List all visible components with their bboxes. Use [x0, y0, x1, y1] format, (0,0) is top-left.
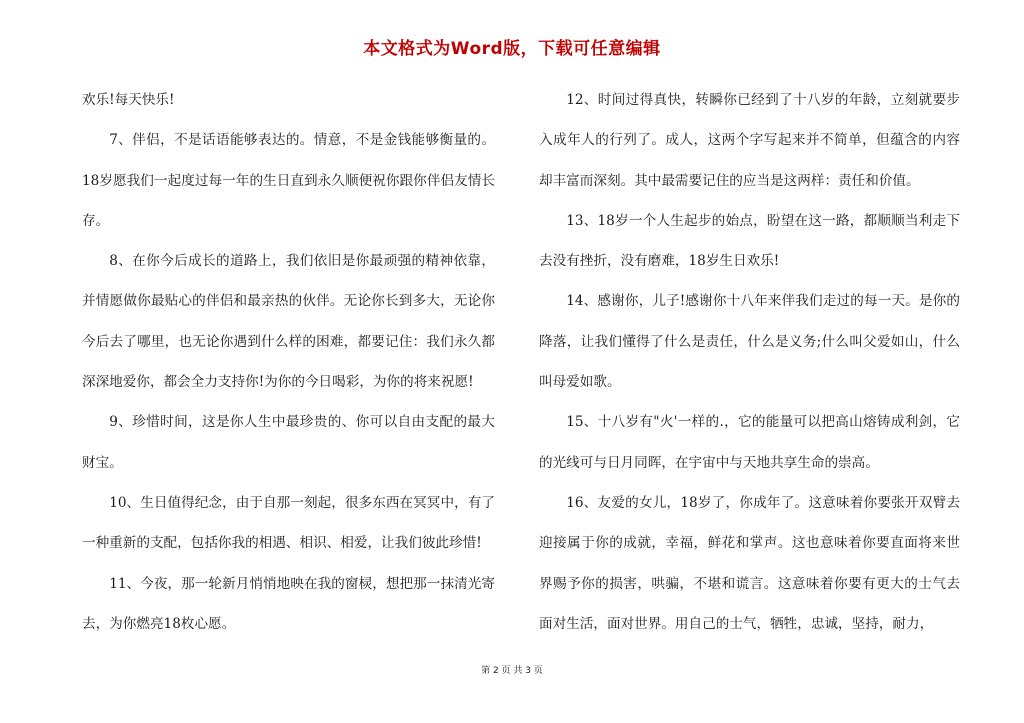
paragraph-continuation: 欢乐!每天快乐! — [82, 92, 175, 108]
right-column — [539, 80, 960, 644]
document-banner: 本文格式为Word版，下载可任意编辑 — [363, 39, 661, 59]
paragraph-9: 9、珍惜时间，这是你人生中最珍贵的、你可以自由支配的最大财宝。 — [82, 414, 495, 471]
page-number: 第 2 页 共 3 页 — [481, 666, 543, 676]
paragraph-7: 7、伴侣，不是话语能够表达的。情意，不是金钱能够衡量的。18岁愿我们一起度过每一年的生日直到永久顺便祝你跟你伴侣友情长存。 — [82, 132, 495, 229]
paragraph-10: 10、生日值得纪念，由于自那一刻起，很多东西在冥冥中，有了一种重新的支配，包括你我的相遇、相识、相爱，让我们彼此珍惜! — [82, 494, 495, 552]
left-column — [82, 80, 495, 644]
paragraph-14: 14、感谢你，儿子!感谢你十八年来伴我们走过的每一天。是你的降落，让我们懂得了什么是责任，什么是义务;什么叫父爱如山，什么叫母爱如歌。 — [539, 293, 960, 391]
paragraph-12: 12、时间过得真快，转瞬你已经到了十八岁的年龄，立刻就要步入成年人的行列了。成人，这两个字写起来并不简单，但蕴含的内容却丰富而深刻。其中最需要记住的应当是这两样：责任和价值。 — [539, 92, 960, 189]
paragraph-15: 15、十八岁有"火'一样的.，它的能量可以把高山熔铸成利剑，它的光线可与日月同晖，在宇宙中与天地共享生命的崇高。 — [539, 414, 960, 471]
paragraph-8: 8、在你今后成长的道路上，我们依旧是你最顽强的精神依靠，并情愿做你最贴心的伴侣和最亲热的伙伴。无论你长到多大，无论你今后去了哪里，也无论你遇到什么样的困难，都要记住：我们永久都深深地爱你，都会全力支持你!为你的今日喝彩，为你的将来祝愿! — [82, 253, 495, 391]
paragraph-13: 13、18岁一个人生起步的始点，盼望在这一路，都顺顺当利走下去没有挫折，没有磨难，18岁生日欢乐! — [539, 212, 960, 270]
paragraph-11: 11、今夜，那一轮新月悄悄地映在我的窗棂，想把那一抹清光寄去，为你燃亮18枚心愿。 — [82, 575, 495, 632]
paragraph-16: 16、友爱的女儿，18岁了，你成年了。这意味着你要张开双臂去迎接属于你的成就，幸福，鲜花和掌声。这也意味着你要直面将来世界赐予你的损害，哄骗，不堪和谎言。这意味着你要有更大的士气去面对生活，面对世界。用自己的士气，牺牲，忠诚，坚持，耐力， — [539, 494, 960, 632]
